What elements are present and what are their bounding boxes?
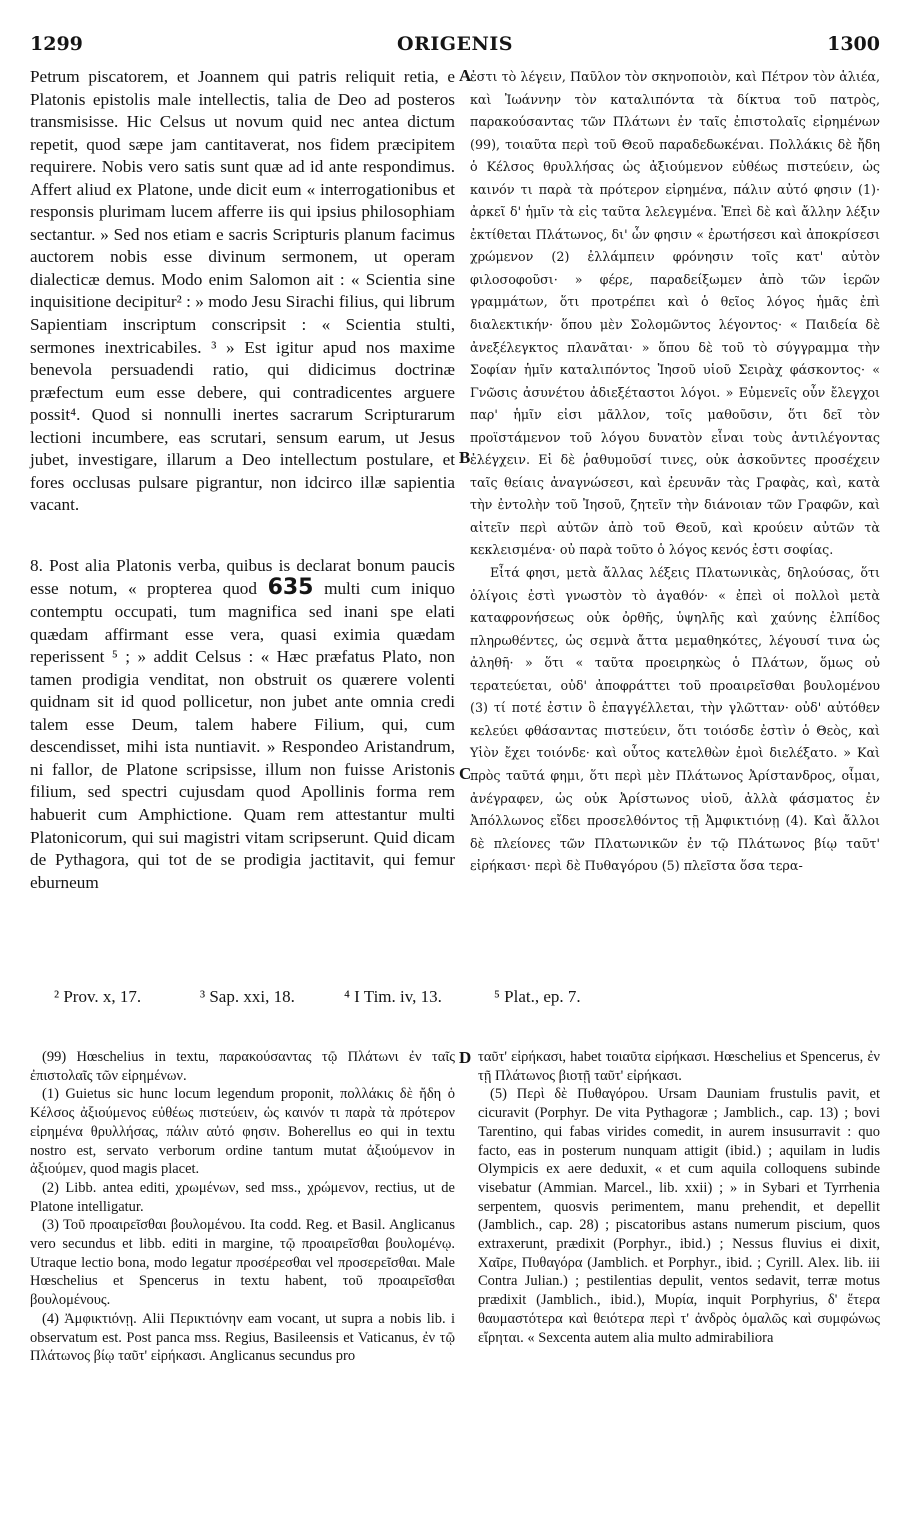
- page-number-right: 1300: [827, 33, 880, 55]
- latin-paragraph-2: [30, 555, 455, 894]
- scripture-ref-5: ⁵ Plat., ep. 7.: [494, 987, 581, 1006]
- scripture-ref-2: ² Prov. x, 17.: [54, 987, 142, 1006]
- latin-paragraph-2-start: 8. Post alia Platonis verba, quibus is declarat bonum paucis esse notum, « propterea quod: [30, 555, 455, 599]
- footnote-3: (3) Τοῦ προαιρεῖσθαι βουλομένου. Ita codd. Reg. et Basil. Anglicanus vero secundus et libb. editi in margine, τῷ προαιρεῖσθαι βουλομένῳ. Utraque lectio bona, modo legatur προσέρεσθαι vel προσερεῖσθαι. Male Hœschelius et Spencerus in textu habent, τοῦ προαιρεῖσθαι βουλομένους.: [30, 1217, 455, 1309]
- footnotes-left-column: [30, 1048, 455, 1366]
- margin-letter-c: C: [459, 764, 472, 783]
- latin-paragraph-1: Petrum piscatorem, et Joannem qui patris reliquit retia, e Platonis epistolis male intellectis, talia de Deo ad posteros transmisisse. Hic Celsus ut novum quid nec antea dictum repetit, quod sæpe jam cantitaverat, nos fidem præcipitem requirere. Nobis vero satis sunt quæ ad id ante respondimus. Affert aliud ex Platone, unde dicit eum « interrogationibus et responsis plurimam lucem afferre iis qui ipsius philosophiam sectantur. » Sed nos etiam e sacris Scripturis planum facimus auctorem nobis esse divinum sermonem, ut operam dialecticæ demus. Modo enim Salomon ait : « Scientia sine inquisitione decipitur² : » modo Jesu Sirachi filius, qui librum Sapientiam inscriptum conscripsit : « Scientia stulti, sermones inextricabiles. ³ » Est igitur apud nos maxime benevola persuadendi ratio, qui didicimus doctrinæ præfectum eum esse debere, qui contradicentes arguere possit⁴. Quod si nonnulli inertes sacrarum Scripturarum lectioni incumbere, eas scrutari, sensum earum, ut Jesus jubet, investigare, illarum a Deo intellectum postulare, et fores occlusas pulsare pigrantur, non idcirco illæ sapientia vacant.: [30, 67, 455, 515]
- scripture-ref-3: ³ Sap. xxi, 18.: [200, 987, 295, 1006]
- footnote-2: (2) Libb. antea editi, χρωμένων, sed mss., χρώμενον, rectius, ut de Platone intelligatur.: [30, 1179, 455, 1215]
- margin-letter-a: A: [459, 66, 472, 85]
- footnote-4-continued: ταῦτ' εἰρήκασι, habet τοιαῦτα εἰρήκασι. Hœschelius et Spencerus, ἐν τῇ Πλάτωνος βιοτῇ ταῦτ' εἰρήκασι.: [478, 1049, 880, 1084]
- margin-letter-b: B: [459, 448, 471, 467]
- scripture-references: [54, 987, 874, 1011]
- footnote-99: (99) Hœschelius in textu, παρακούσαντας τῷ Πλάτωνι ἐν ταῖς ἐπιστολαῖς τῶν εἰρημένων.: [30, 1049, 455, 1084]
- latin-paragraph-2-rest: multi cum iniquo contemptu occupati, tum magnifica sed inani spe elati quædam affirmant esse vera, quasi eximia quædam reperissent ⁵ ; » addit Celsus : « Hæc præfatus Plato, non tamen prodigia venditat, non obstruit os quærere volenti quidnam sit id quod pollicetur, non jubet ante omnia credi talem esse Deum, talem habere Filium, qui, cum descendisset, mihi ista nuntiavit. » Respondeo Aristandrum, ni fallor, de Platone scripsisse, illum non fuisse Aristonis filium, sed spectri cujusdam quod Apollinis forma rem habuerit cum Amphictione. Quam rem attestantur multi Platonicorum, qui sui magistri vitam scripserunt. Quid dicam de Pythagora, qui tot de se prodigia jactitavit, qui femur eburneum: [30, 579, 456, 892]
- page-number-left: 1299: [30, 33, 83, 55]
- greek-paragraph-1: ἐστι τὸ λέγειν, Παῦλον τὸν σκηνοποιὸν, καὶ Πέτρον τὸν ἁλιέα, καὶ Ἰωάννην τὸν καταλιπόντα τὰ δίκτυα τοῦ πατρὸς, παρακούσαντας τῶν Πλάτωνι ἐν ταῖς ἐπιστολαῖς εἰρημένων (99), τοιαῦτα περὶ τοῦ Θεοῦ παραδεδωκέναι. Πολλάκις δὲ ἤδη ὁ Κέλσος θρυλλήσας ὡς ἀξιούμενον εὐθέως πιστεύειν, ὡς καινόν τι παρὰ τὰ πρότερον εἰρημένα, πάλιν αὐτό φησιν (1)· ἀρκεῖ δ' ἡμῖν τὰ εἰς ταῦτα λελεγμένα. Ἐπεὶ δὲ καὶ ἄλλην λέξιν ἐκτίθεται Πλάτωνος, δι' ὧν φησιν « ἐρωτήσεσι καὶ ἀποκρίσεσι χρώμενον (2) ἐλλάμπειν φρόνησιν τοῖς κατ' αὐτὸν φιλοσοφοῦσι· » φέρε, παραδείξωμεν ἀπὸ τῶν ἱερῶν γραμμάτων, ὅτι προτρέπει καὶ ὁ θεῖος λόγος ἡμᾶς ἐπὶ διαλεκτικήν· ὅπου μὲν Σολομῶντος λέγοντος· « Παιδεία δὲ ἀνεξέλεγκτος πλανᾶται· » ὅπου δὲ τοῦ τὸ σύγγραμμα τὴν Σοφίαν ἡμῖν καταλιπόντος Ἰησοῦ υἱοῦ Σειρὰχ φάσκοντος· « Γνῶσις ἀσυνέτου ἀδιεξέταστοι λόγοι. » Εὐμενεῖς οὖν ἔλεγχοι παρ' ἡμῖν εἰσι μᾶλλον, τοῖς μαθοῦσιν, ὅτι δεῖ τὸν προϊστάμενον τοῦ λόγου δυνατὸν εἶναι τοὺς ἀντιλέγοντας ἐλέγχειν. Εἰ δὲ ῥαθυμοῦσί τινες, οὐκ ἀσκοῦντες προσέχειν ταῖς θείαις ἀναγνώσεσι, καὶ ἐρευνᾶν τὰς Γραφὰς, καὶ, κατὰ τὴν ἐντολὴν τοῦ Ἰησοῦ, ζητεῖν τὴν διάνοιαν τῶν Γραφῶν, καὶ αἰτεῖν περὶ αὐτῶν ἀπὸ τοῦ Θεοῦ, καὶ κρούειν αὐτῶν τὰ κεκλεισμένα· οὐ παρὰ τοῦτο ὁ λόγος κενός ἐστι σοφίας.: [470, 69, 880, 558]
- margin-letter-d: D: [459, 1048, 472, 1067]
- column-marker-number: 635: [267, 575, 314, 601]
- footnote-4: (4) Ἀμφικτιόνῃ. Alii Περικτιόνην eam vocant, ut supra a nobis lib. i observatum est. Post panca mss. Regius, Basileensis et Vaticanus, ἐν τῷ Πλάτωνος βίῳ ταῦτ' εἰρήκασι. Anglicanus secundus pro: [30, 1310, 455, 1365]
- running-header: [30, 33, 880, 61]
- latin-column: [30, 66, 455, 894]
- footnote-1: (1) Guietus sic hunc locum legendum proponit, πολλάκις δὲ ἤδη ὁ Κέλσος ἀξιούμενος εὐθέως πιστεύειν, ὡς καινόν τι παρὰ τὰ πρότερον εἰρημένα θρυλλήσας, πάλιν αὐτό φησιν. Boherellus eo qui in textu nostro est, servato verborum ordine tantum mutat ἀξιούμενον in ἀξιούμεν, quod magis placet.: [30, 1086, 455, 1178]
- running-title: ORIGENIS: [397, 33, 513, 55]
- greek-column: [470, 66, 880, 878]
- scripture-ref-4: ⁴ I Tim. iv, 13.: [344, 987, 442, 1006]
- footnotes-right-column: [478, 1048, 880, 1347]
- greek-paragraph-2: Εἶτά φησι, μετὰ ἄλλας λέξεις Πλατωνικὰς, δηλούσας, ὅτι ὀλίγοις ἐστὶ γνωστὸν τὸ ἀγαθόν· « ἐπεὶ οἱ πολλοὶ μετὰ καταφρονήσεως οὐκ ὀρθῆς, ὑψηλῆς καὶ χαύνης ἐλπίδος πληρωθέντες, ὡς σεμνὰ ἄττα μεμαθηκότες, λέγουσί τινα ὡς ἀληθῆ· » ὅτι « ταῦτα προειρηκὼς ὁ Πλάτων, ὅμως οὐ τερατεύεται, οὐδ' ἀποφράττει τοῦ προαιρεῖσθαι βουλομένου (3) τί ποτέ ἐστιν ὃ ἐπαγγέλλεται, τὴν γλῶτταν· οὐδ' αὐτόθεν κελεύει φθάσαντας πιστεύειν, ὅτι τοιόσδε ἐστὶν ὁ Θεὸς, καὶ Υἱὸν ἔχει τοιόνδε· καὶ οὗτος κατελθὼν ἐμοὶ διελέξατο. » Καὶ πρὸς ταῦτά φημι, ὅτι περὶ μὲν Πλάτωνος Ἀρίστανδρος, οἶμαι, ἀνέγραφεν, ὡς οὐκ Ἀρίστωνος υἱοῦ, ἀλλὰ φάσματος ἐν Ἀπόλλωνος εἴδει προσελθόντος τῇ Ἀμφικτιόνῃ (4). Καὶ ἄλλοι δὲ πλείονες τῶν Πλατωνικῶν ἐν τῷ Πλάτωνος βίῳ ταῦτ' εἰρήκασι· περὶ δὲ Πυθαγόρου (5) πλεῖστα ὅσα τερα-: [470, 565, 880, 874]
- footnote-5: (5) Περὶ δὲ Πυθαγόρου. Ursam Dauniam frustulis pavit, et cicuravit (Porphyr. De vita Pythagoræ ; Jamblich., cap. 13) ; bovi Tarentino, qui fabas virides comedit, in aurem insusurravit : quo facto, eas in posterum nunquam attigit (ibid.) ; aquilam in ludis Olympicis ex aere deduxit, « et cum aquila colloquens subinde visebatur (Ammian. Marcel., lib. xxii) ; » in Sybari et Tyrrhenia serpentem, quosvis perimentem, manu prehendit, et depellit (Jamblich., cap. 28) ; piscatoribus astans numerum piscium, quos extraxerunt, prædixit (Porphyr., ibid.) ; Nessus fluvius ei dixit, Χαῖρε, Πυθαγόρα (Jamblich. et Porphyr., ibid. ; Cyrill. Alex. lib. iii Contra Julian.) ; pestilentias depulit, ventos sedavit, terræ motus prædixit (Jamblich., ibid.), Μυρία, inquit Porphyrius, δ' ἕτερα θαυμαστότερα καὶ θειότερα περὶ τ' ἀνδρὸς ὁμαλῶς καὶ συμφώνως εἴρηται. « Sexcenta autem alia multo admirabiliora: [478, 1086, 880, 1346]
